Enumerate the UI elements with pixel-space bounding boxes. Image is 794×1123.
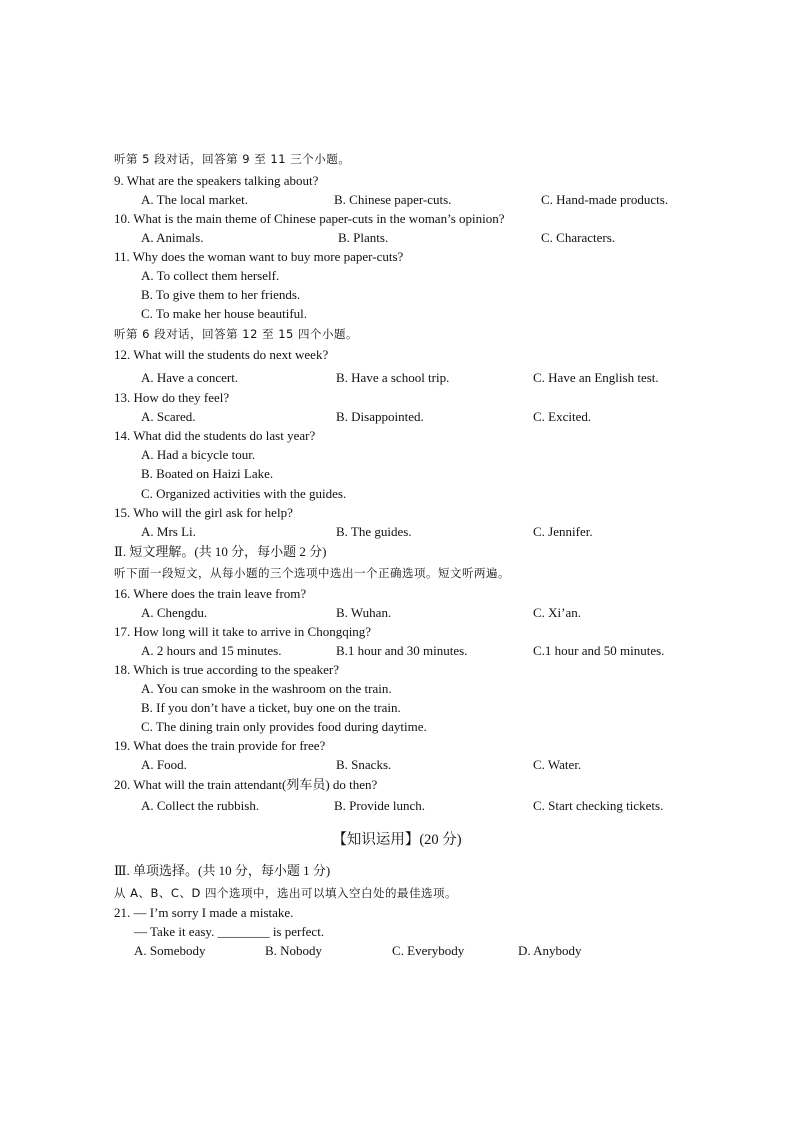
part-heading: 【知识运用】(20 分): [332, 832, 462, 848]
question-15-option-c: C. Jennifer.: [533, 524, 593, 539]
question-10-option-c: C. Characters.: [541, 230, 616, 245]
question-20-option-b: B. Provide lunch.: [334, 798, 425, 813]
question-15-option-b: B. The guides.: [336, 524, 412, 539]
question-11: 11. Why does the woman want to buy more paper-cuts?: [114, 249, 404, 264]
question-9-option-c: C. Hand-made products.: [541, 192, 669, 207]
question-10-option-a: A. Animals.: [141, 230, 204, 245]
question-11-option-a: A. To collect them herself.: [141, 268, 280, 283]
question-14: 14. What did the students do last year?: [114, 428, 316, 443]
question-9-option-b: B. Chinese paper-cuts.: [334, 192, 452, 207]
question-20-option-a: A. Collect the rubbish.: [141, 798, 260, 813]
question-19-option-b: B. Snacks.: [336, 757, 392, 772]
question-20-option-c: C. Start checking tickets.: [533, 798, 664, 813]
question-21: 21. — I’m sorry I made a mistake.: [114, 905, 294, 920]
section-3-instruction: 从 A、B、C、D 四个选项中，选出可以填入空白处的最佳选项。: [114, 886, 457, 900]
question-17: 17. How long will it take to arrive in Chongqing?: [114, 624, 372, 639]
question-16-option-b: B. Wuhan.: [336, 605, 392, 620]
section-2-instruction: 听下面一段短文，从每小题的三个选项中选出一个正确选项。短文听两遍。: [114, 566, 510, 580]
section-2-title: Ⅱ. 短文理解。(共 10 分，每小题 2 分): [114, 544, 327, 559]
question-12-option-c: C. Have an English test.: [533, 370, 659, 385]
question-12: 12. What will the students do next week?: [114, 347, 329, 362]
question-11-option-b: B. To give them to her friends.: [141, 287, 301, 302]
question-16-option-c: C. Xi’an.: [533, 605, 582, 620]
question-13: 13. How do they feel?: [114, 390, 230, 405]
question-10-option-b: B. Plants.: [338, 230, 389, 245]
question-19: 19. What does the train provide for free?: [114, 738, 326, 753]
question-10: 10. What is the main theme of Chinese paper-cuts in the woman’s opinion?: [114, 211, 505, 226]
question-21-option-c: C. Everybody: [392, 943, 465, 958]
question-12-option-a: A. Have a concert.: [141, 370, 239, 385]
question-19-option-a: A. Food.: [141, 757, 187, 772]
question-18-option-c: C. The dining train only provides food during daytime.: [141, 719, 427, 734]
question-18-option-b: B. If you don’t have a ticket, buy one on the train.: [141, 700, 401, 715]
question-11-option-c: C. To make her house beautiful.: [141, 306, 308, 321]
question-14-option-c: C. Organized activities with the guides.: [141, 486, 347, 501]
question-9-option-a: A. The local market.: [141, 192, 248, 207]
question-13-option-c: C. Excited.: [533, 409, 592, 424]
question-15: 15. Who will the girl ask for help?: [114, 505, 293, 520]
question-21-option-d: D. Anybody: [518, 943, 582, 958]
section-3-title: Ⅲ. 单项选择。(共 10 分，每小题 1 分): [114, 863, 331, 878]
question-21-option-b: B. Nobody: [265, 943, 323, 958]
section-6-instruction: 听第 6 段对话，回答第 12 至 15 四个小题。: [114, 327, 359, 341]
question-17-option-b: B.1 hour and 30 minutes.: [336, 643, 468, 658]
question-16-option-a: A. Chengdu.: [141, 605, 208, 620]
question-18: 18. Which is true according to the speaker?: [114, 662, 340, 677]
question-19-option-c: C. Water.: [533, 757, 582, 772]
question-15-option-a: A. Mrs Li.: [141, 524, 196, 539]
question-13-option-a: A. Scared.: [141, 409, 196, 424]
question-18-option-a: A. You can smoke in the washroom on the train.: [141, 681, 392, 696]
question-20: 20. What will the train attendant(列车员) do then?: [114, 777, 378, 792]
question-16: 16. Where does the train leave from?: [114, 586, 307, 601]
section-5-instruction: 听第 5 段对话，回答第 9 至 11 三个小题。: [114, 152, 351, 166]
question-21-line-2: — Take it easy. ________ is perfect.: [134, 924, 325, 939]
question-13-option-b: B. Disappointed.: [336, 409, 424, 424]
question-12-option-b: B. Have a school trip.: [336, 370, 450, 385]
question-14-option-a: A. Had a bicycle tour.: [141, 447, 256, 462]
question-14-option-b: B. Boated on Haizi Lake.: [141, 466, 274, 481]
question-17-option-a: A. 2 hours and 15 minutes.: [141, 643, 282, 658]
question-9: 9. What are the speakers talking about?: [114, 173, 319, 188]
question-17-option-c: C.1 hour and 50 minutes.: [533, 643, 665, 658]
question-21-option-a: A. Somebody: [134, 943, 206, 958]
